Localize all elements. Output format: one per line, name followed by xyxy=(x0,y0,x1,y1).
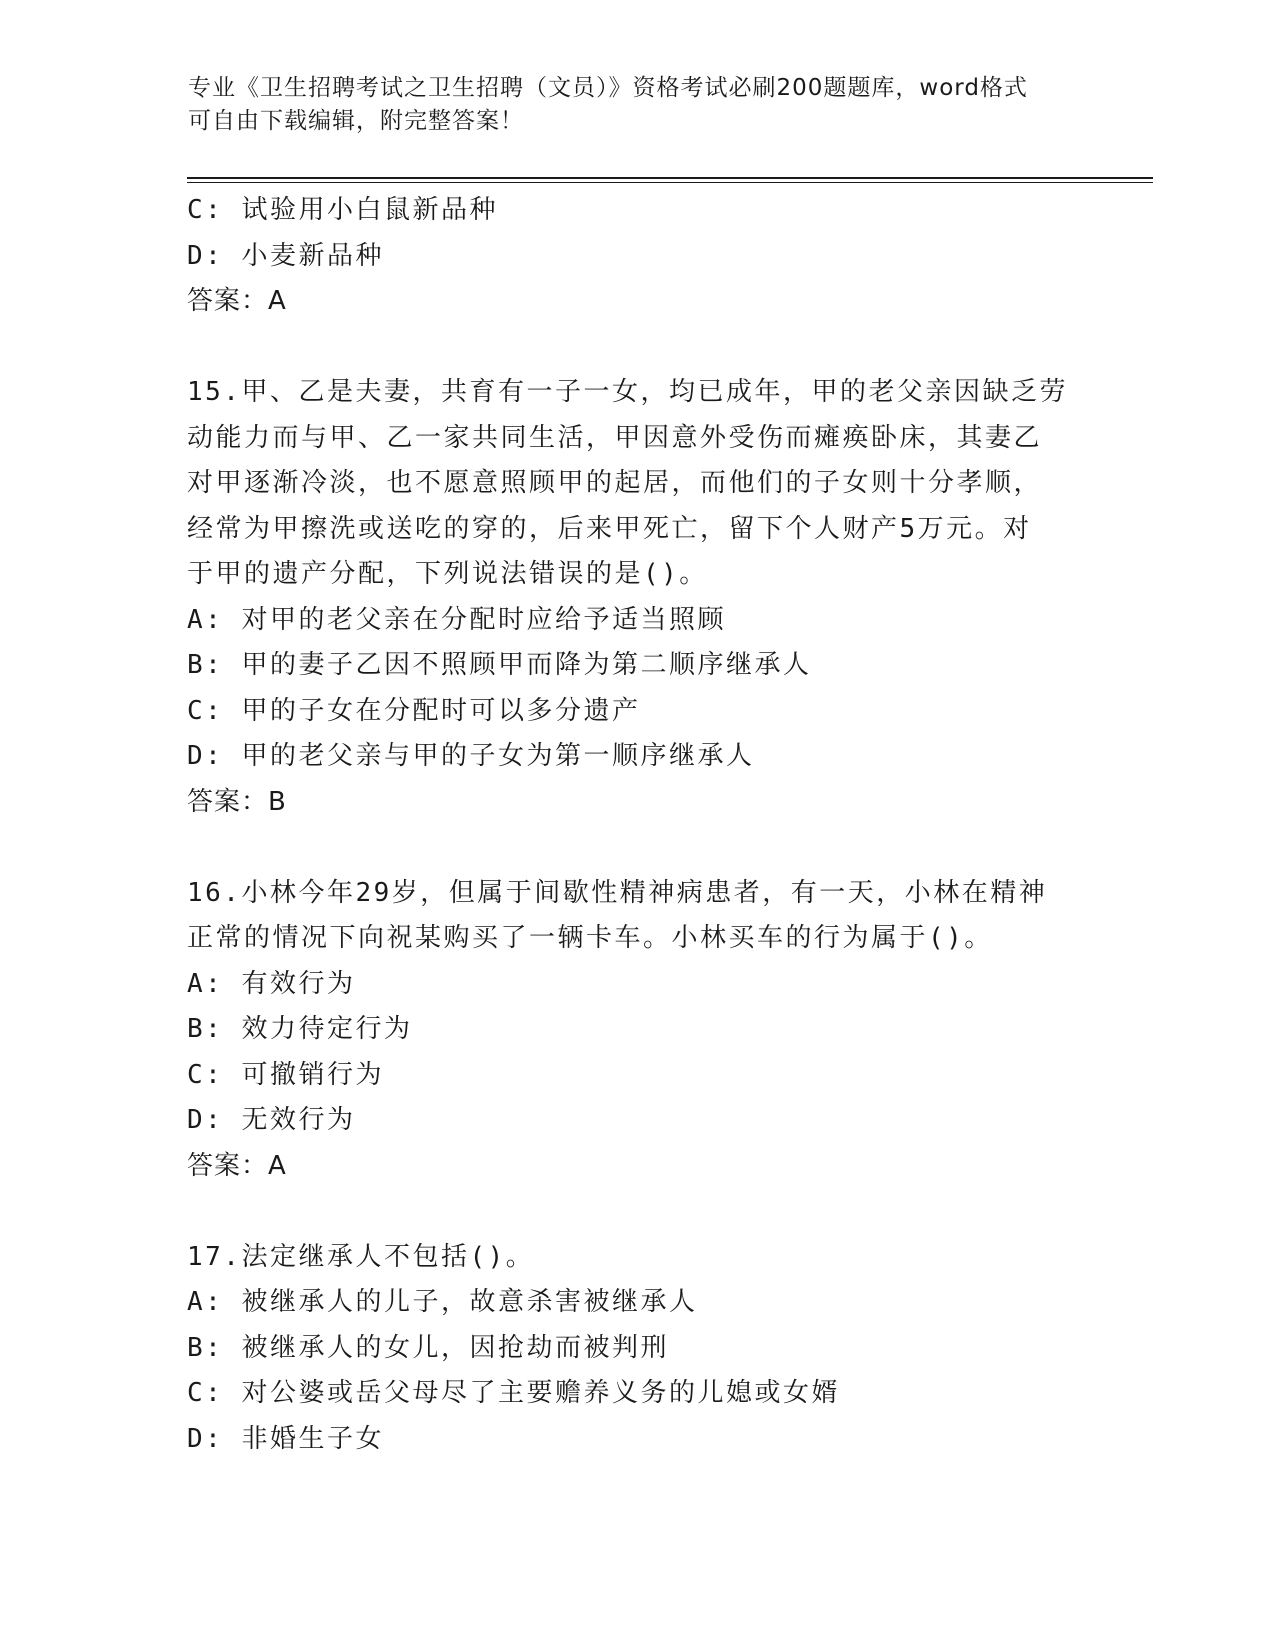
previous-question-block xyxy=(187,188,1087,325)
document-header xyxy=(188,72,1088,138)
spacer xyxy=(187,325,1087,371)
header-divider-thin xyxy=(187,182,1153,183)
option-a: A: 有效行为 xyxy=(187,968,356,999)
spacer xyxy=(187,1189,1087,1235)
option-a: A: 对甲的老父亲在分配时应给予适当照顾 xyxy=(187,604,726,635)
option-b: B: 效力待定行为 xyxy=(187,1014,413,1044)
header-title-line-1: 专业《卫生招聘考试之卫生招聘（文员）》资格考试必刷200题题库，word格式 xyxy=(188,75,1028,101)
header-divider-thick xyxy=(187,177,1153,179)
header-title-line-2: 可自由下载编辑，附完整答案！ xyxy=(188,108,524,134)
option-c: C: 可撤销行为 xyxy=(187,1059,384,1090)
spacer xyxy=(187,825,1087,871)
question-15-text-line: 动能力而与甲、乙一家共同生活，甲因意外受伤而瘫痪卧床，其妻乙 xyxy=(187,422,1043,453)
answer-line: 答案：A xyxy=(187,286,287,316)
option-b: B: 甲的妻子乙因不照顾甲而降为第二顺序继承人 xyxy=(187,650,812,680)
question-15-text-line: 对甲逐渐冷淡，也不愿意照顾甲的起居，而他们的子女则十分孝顺， xyxy=(187,468,1043,498)
question-17-block xyxy=(187,1235,1087,1463)
option-c: C: 甲的子女在分配时可以多分遗产 xyxy=(187,695,641,726)
option-d: D: 无效行为 xyxy=(187,1105,356,1135)
option-c: C: 对公婆或岳父母尽了主要赡养义务的儿媳或女婿 xyxy=(187,1378,840,1408)
option-d: D: 小麦新品种 xyxy=(187,240,384,271)
question-16-block xyxy=(187,871,1087,1190)
question-17-text-line: 17.法定继承人不包括()。 xyxy=(187,1241,535,1272)
answer-line: 答案：B xyxy=(187,786,287,817)
question-15-text-line: 于甲的遗产分配，下列说法错误的是()。 xyxy=(187,559,708,589)
question-15-text-line: 经常为甲擦洗或送吃的穿的，后来甲死亡，留下个人财产5万元。对 xyxy=(187,513,1032,544)
option-b: B: 被继承人的女儿，因抢劫而被判刑 xyxy=(187,1332,669,1363)
option-a: A: 被继承人的儿子，故意杀害被继承人 xyxy=(187,1287,698,1317)
question-15-block xyxy=(187,370,1087,825)
option-d: D: 甲的老父亲与甲的子女为第一顺序继承人 xyxy=(187,741,755,771)
question-15-text-line: 15.甲、乙是夫妻，共育有一子一女，均已成年，甲的老父亲因缺乏劳 xyxy=(187,377,1068,407)
question-16-text-line: 正常的情况下向祝某购买了一辆卡车。小林买车的行为属于()。 xyxy=(187,923,993,953)
answer-line: 答案：A xyxy=(187,1150,287,1181)
question-content xyxy=(187,188,1087,1462)
option-d: D: 非婚生子女 xyxy=(187,1423,384,1454)
option-c: C: 试验用小白鼠新品种 xyxy=(187,195,498,225)
question-16-text-line: 16.小林今年29岁，但属于间歇性精神病患者，有一天，小林在精神 xyxy=(187,877,1048,908)
